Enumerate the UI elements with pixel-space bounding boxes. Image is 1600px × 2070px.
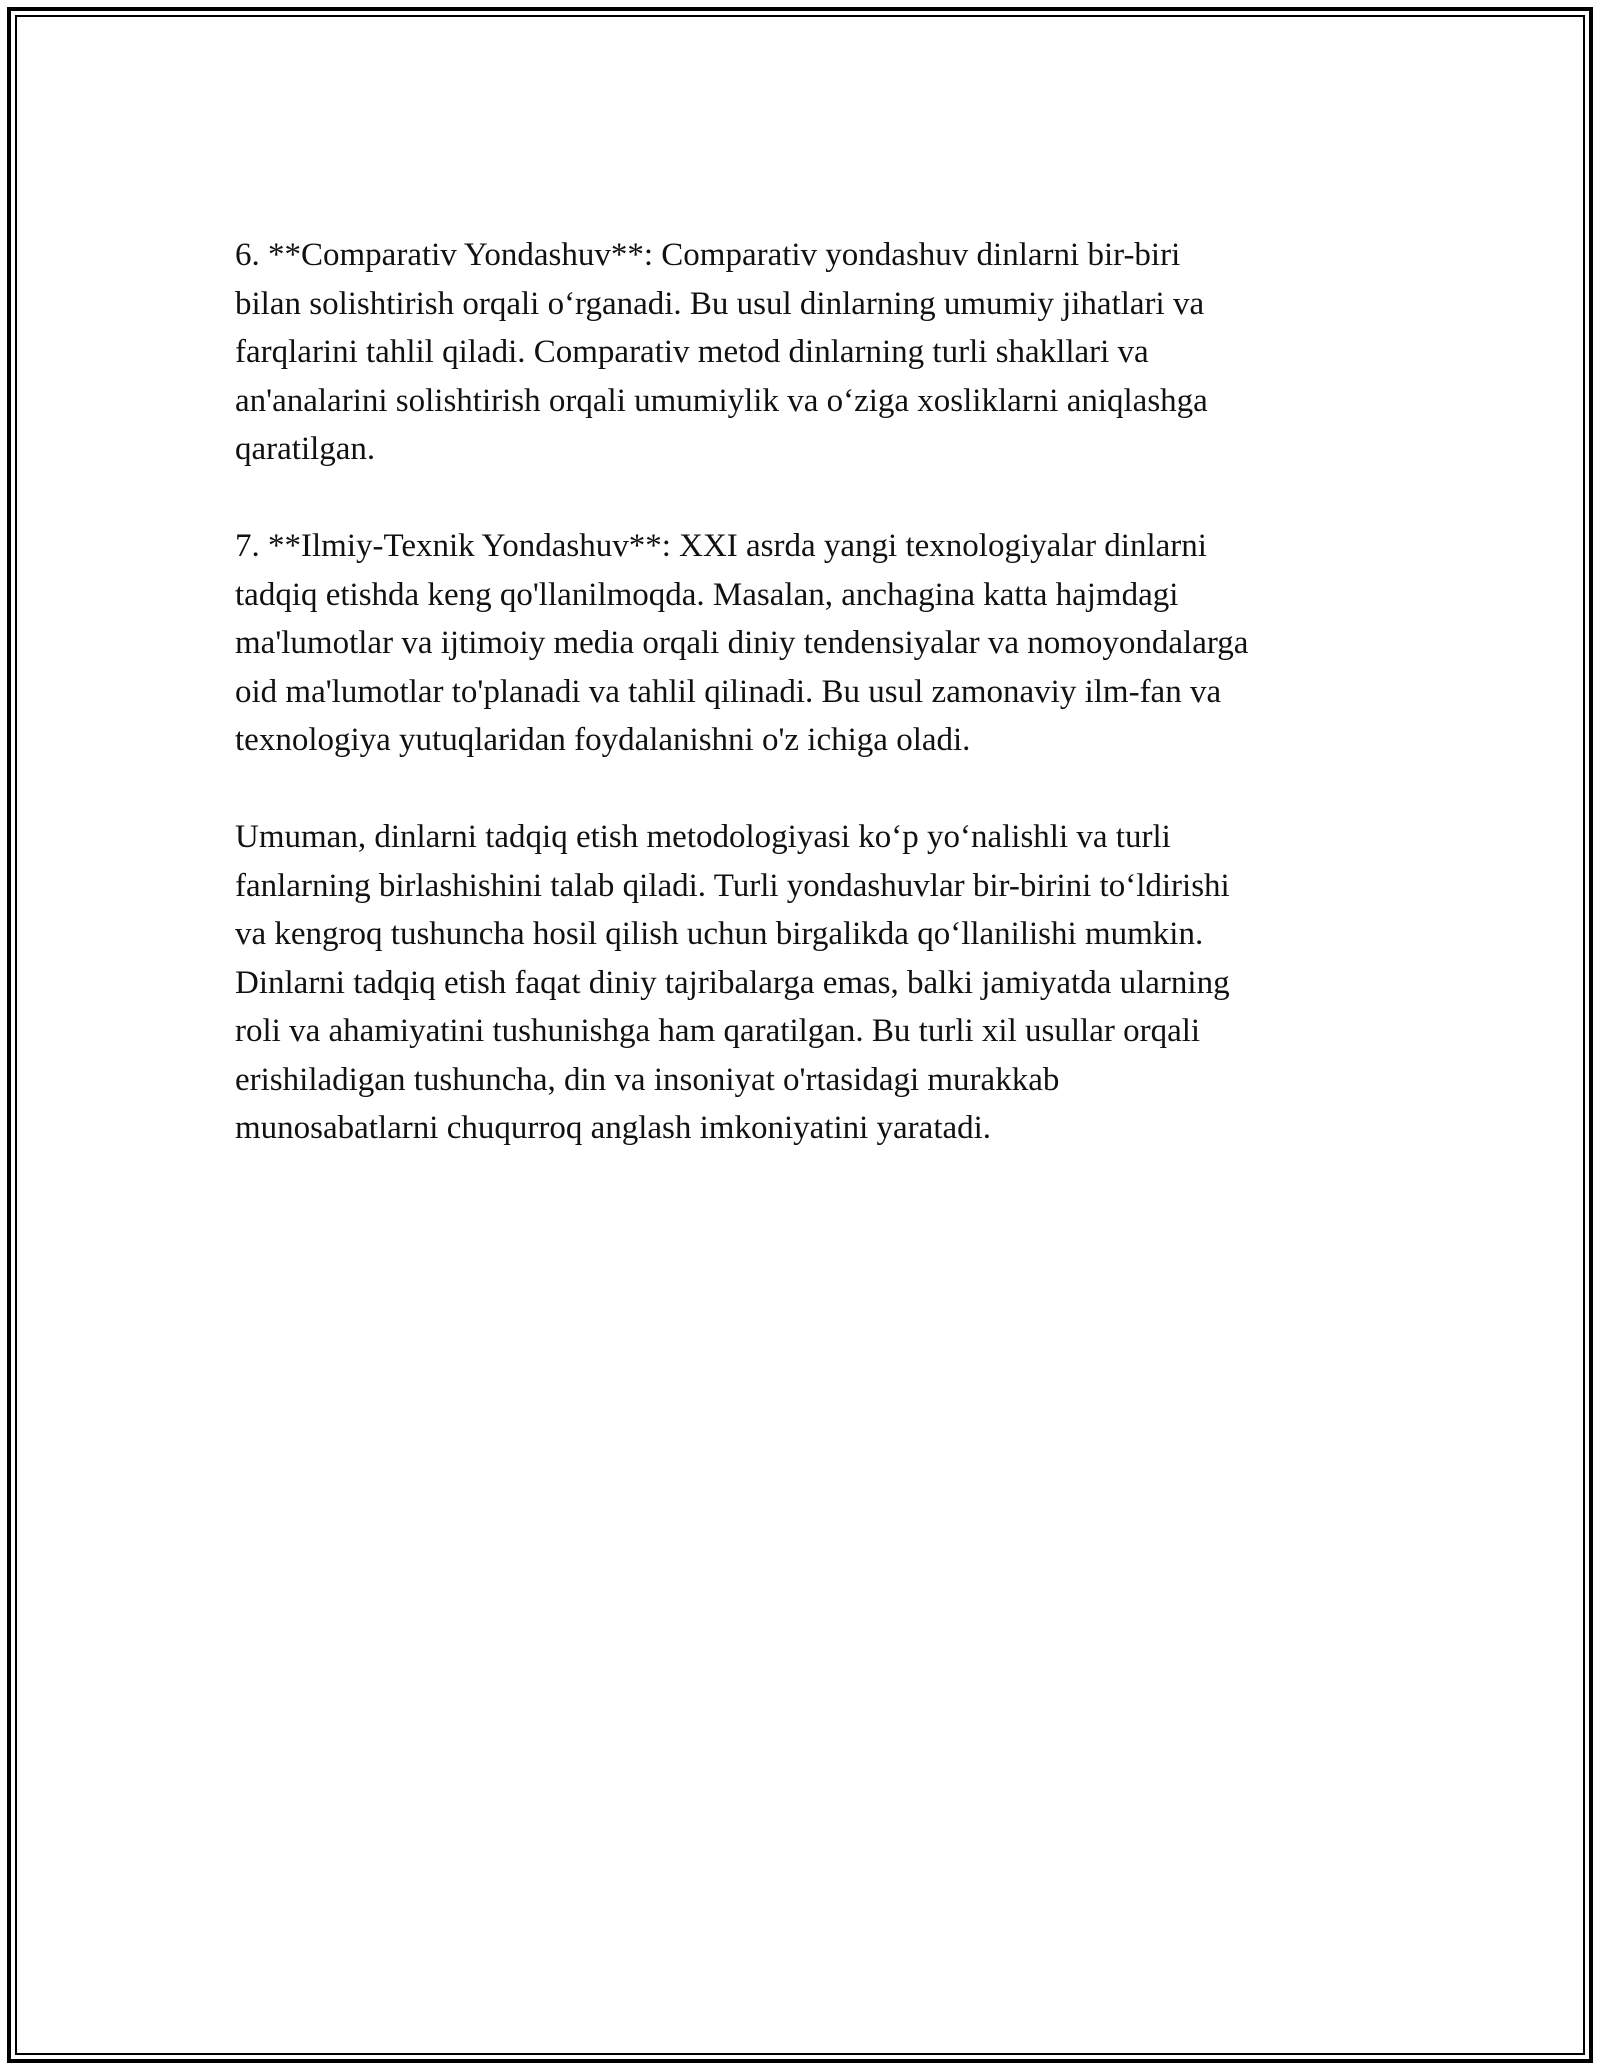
paragraph-comparativ-yondashuv: 6. **Comparativ Yondashuv**: Comparativ yondashuv dinlarni bir-biri bilan solishtirish orqali o‘rganadi. Bu usul dinlarning umumiy jihatlari va farqlarini tahlil qiladi. Comparativ metod dinlarning turli shakllari va an'analarini solishtirish orqali umumiylik va o‘ziga xosliklarni aniqlashga qaratilgan.: [235, 237, 1208, 467]
document-body: [235, 231, 1395, 1153]
paragraph-conclusion: Umuman, dinlarni tadqiq etish metodologiyasi ko‘p yo‘nalishli va turli fanlarning birlashishini talab qiladi. Turli yondashuvlar bir-birini to‘ldirishi va kengroq tushuncha hosil qilish uchun birgalikda qo‘llanilishi mumkin. Dinlarni tadqiq etish faqat diniy tajribalarga emas, balki jamiyatda ularning roli va ahamiyatini tushunishga ham qaratilgan. Bu turli xil usullar orqali erishiladigan tushuncha, din va insoniyat o'rtasidagi murakkab munosabatlarni chuqurroq anglash imkoniyatini yaratadi.: [235, 819, 1230, 1146]
paragraph-ilmiy-texnik-yondashuv: 7. **Ilmiy-Texnik Yondashuv**: XXI asrda yangi texnologiyalar dinlarni tadqiq etishda keng qo'llanilmoqda. Masalan, anchagina katta hajmdagi ma'lumotlar va ijtimoiy media orqali diniy tendensiyalar va nomoyondalarga oid ma'lumotlar to'planadi va tahlil qilinadi. Bu usul zamonaviy ilm-fan va texnologiya yutuqlaridan foydalanishni o'z ichiga oladi.: [235, 528, 1249, 758]
